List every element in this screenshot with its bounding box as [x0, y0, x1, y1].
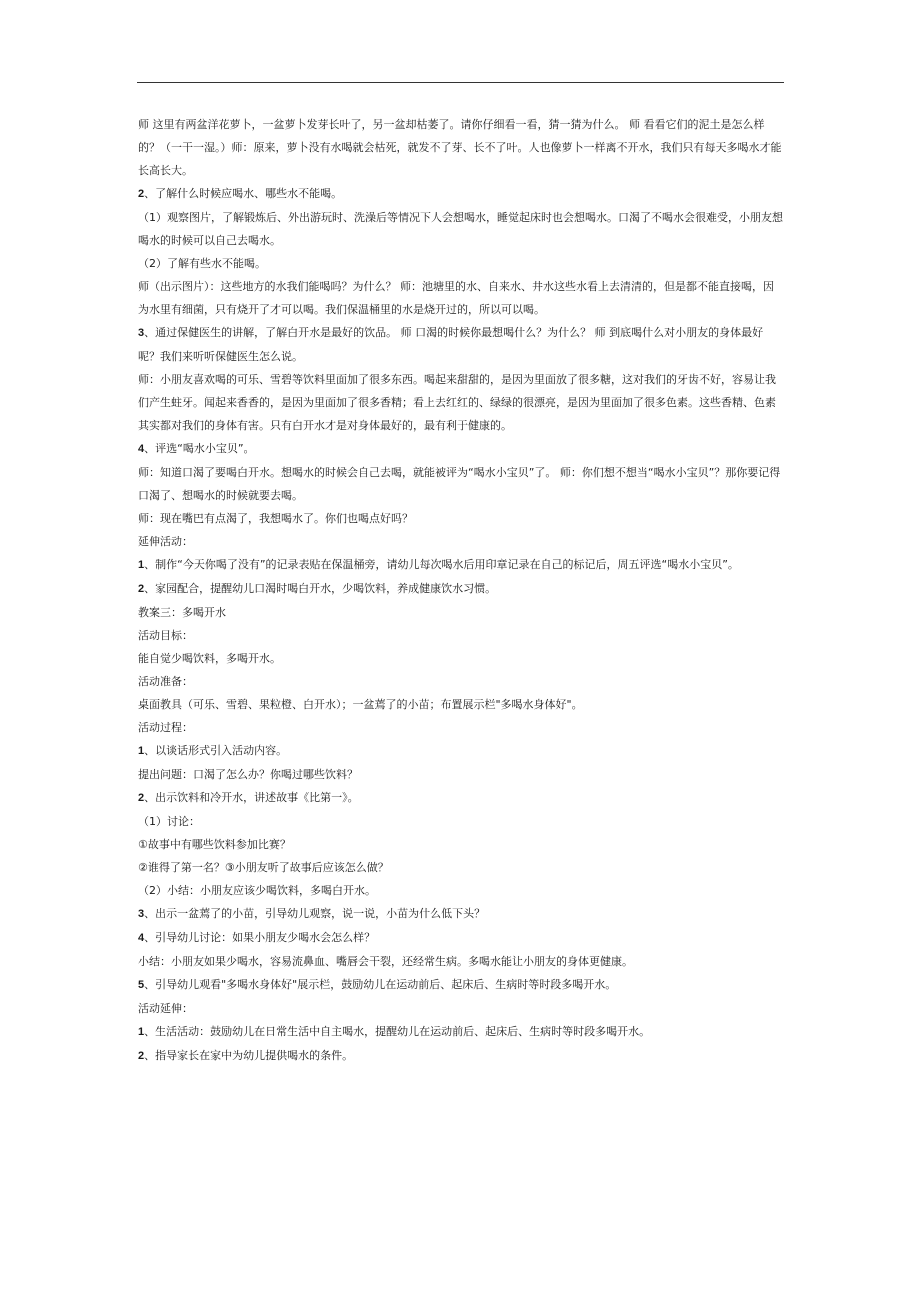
- paragraph-text: 、以谈话形式引入活动内容。: [144, 744, 288, 757]
- paragraph-text: 、引导幼儿讨论：如果小朋友少喝水会怎么样？: [144, 931, 376, 944]
- paragraph-text: 师（出示图片）：这些地方的水我们能喝吗？为什么？ 师：池塘里的水、自来水、井水这些水看上去清清的，但是都不能直接喝，因为水里有细菌，只有烧开了才可以喝。我们保温桶里的水是烧开过的，所以可以喝。: [138, 280, 774, 316]
- paragraph: [138, 577, 784, 601]
- paragraph: [138, 321, 784, 368]
- paragraph-text: 能自觉少喝饮料，多喝开水。: [138, 652, 281, 665]
- paragraph: [138, 553, 784, 577]
- paragraph-text: 、出示一盆蔫了的小苗，引导幼儿观察，说一说，小苗为什么低下头？: [144, 907, 486, 920]
- paragraph-text: 、出示饮料和冷开水，讲述故事《比第一》。: [144, 791, 359, 804]
- paragraph-text: 师：知道口渴了要喝白开水。想喝水的时候会自己去喝，就能被评为“喝水小宝贝”了。 师：你们想不想当“喝水小宝贝”？那你要记得口渴了、想喝水的时候就要去喝。: [138, 466, 781, 502]
- paragraph-text: 师 这里有两盆洋花萝卜，一盆萝卜发芽长叶了，另一盆却枯萎了。请你仔细看一看，猜一猜为什么。 师 看看它们的泥土是怎么样的？（一干一湿。）师：原来，萝卜没有水喝就会枯死，就发不了芽、长不了叶。人也像萝卜一样离不开水，我们只有每天多喝水才能长高长大。: [138, 118, 782, 177]
- paragraph-text: 延伸活动：: [138, 535, 193, 548]
- item-number: 2: [138, 188, 145, 200]
- paragraph-text: 小结：小朋友如果少喝水，容易流鼻血、嘴唇会干裂，还经常生病。多喝水能让小朋友的身体更健康。: [138, 955, 633, 968]
- paragraph-text: 活动延伸：: [138, 1002, 193, 1015]
- paragraph-text: 、生活活动：鼓励幼儿在日常生活中自主喝水，提醒幼儿在运动前后、起床后、生病时等时段多喝开水。: [144, 1025, 651, 1038]
- paragraph: [138, 601, 784, 624]
- paragraph: [138, 1044, 784, 1068]
- paragraph-text: （2）了解有些水不能喝。: [138, 257, 266, 270]
- item-number: 3: [138, 327, 145, 339]
- paragraph-text: 活动过程：: [138, 721, 193, 734]
- document-body: [138, 113, 784, 1068]
- paragraph: [138, 716, 784, 739]
- paragraph-text: （2）小结：小朋友应该少喝饮料，多喝白开水。: [138, 884, 376, 897]
- item-number: 1: [138, 559, 145, 571]
- paragraph-text: 师：现在嘴巴有点渴了，我想喝水了。你们也喝点好吗？: [138, 512, 413, 525]
- paragraph-text: ①故事中有哪些饮料参加比赛？: [138, 838, 291, 851]
- paragraph: [138, 437, 784, 461]
- paragraph: [138, 507, 784, 530]
- paragraph-text: 、指导家长在家中为幼儿提供喝水的条件。: [144, 1049, 354, 1062]
- paragraph-text: （1）讨论：: [138, 815, 200, 828]
- paragraph: [138, 182, 784, 206]
- paragraph: [138, 926, 784, 950]
- paragraph: [138, 856, 784, 879]
- item-number: 4: [138, 932, 145, 944]
- paragraph: [138, 1020, 784, 1044]
- paragraph-text: 活动准备：: [138, 675, 193, 688]
- item-number: 1: [138, 745, 145, 757]
- paragraph: [138, 693, 784, 716]
- paragraph: [138, 275, 784, 321]
- paragraph-text: 、评选“喝水小宝贝”。: [144, 442, 255, 455]
- paragraph: [138, 113, 784, 182]
- paragraph: [138, 206, 784, 252]
- paragraph: [138, 763, 784, 786]
- paragraph-text: 、制作“今天你喝了没有”的记录表贴在保温桶旁，请幼儿每次喝水后用印章记录在自己的标记后，周五评选“喝水小宝贝”。: [144, 558, 739, 571]
- paragraph-text: 提出问题：口渴了怎么办？你喝过哪些饮料？: [138, 768, 358, 781]
- item-number: 4: [138, 443, 145, 455]
- paragraph: [138, 739, 784, 763]
- paragraph-text: 、家园配合，提醒幼儿口渴时喝白开水，少喝饮料，养成健康饮水习惯。: [144, 582, 497, 595]
- item-number: 3: [138, 908, 145, 920]
- paragraph-text: 、了解什么时候应喝水、哪些水不能喝。: [144, 187, 343, 200]
- paragraph-text: ②谁得了第一名？③小朋友听了故事后应该怎么做？: [138, 861, 389, 874]
- paragraph-text: 、通过保健医生的讲解，了解白开水是最好的饮品。 师 口渴的时候你最想喝什么？为什么？ 师 到底喝什么对小朋友的身体最好呢？我们来听听保健医生怎么说。: [138, 326, 764, 363]
- paragraph: [138, 997, 784, 1020]
- paragraph-text: 桌面教具（可乐、雪碧、果粒橙、白开水）；一盆蔫了的小苗；布置展示栏"多喝水身体好"。: [138, 698, 583, 711]
- paragraph: [138, 670, 784, 693]
- paragraph: [138, 368, 784, 437]
- paragraph: [138, 879, 784, 902]
- paragraph-text: 师：小朋友喜欢喝的可乐、雪碧等饮料里面加了很多东西。喝起来甜甜的，是因为里面放了很多糖，这对我们的牙齿不好，容易让我们产生蛀牙。闻起来香香的，是因为里面加了很多香精；看上去红红的、绿绿的很漂亮，是因为里面加了很多色素。这些香精、色素其实都对我们的身体有害。只有白开水才是对身体最好的，最有利于健康的。: [138, 373, 776, 432]
- paragraph-text: 活动目标：: [138, 629, 193, 642]
- item-number: 2: [138, 1050, 145, 1062]
- paragraph: [138, 530, 784, 553]
- header-rule: [137, 82, 784, 83]
- paragraph: [138, 786, 784, 810]
- paragraph: [138, 902, 784, 926]
- paragraph: [138, 973, 784, 997]
- paragraph: [138, 461, 784, 507]
- paragraph-text: 教案三：多喝开水: [138, 606, 226, 619]
- item-number: 2: [138, 792, 145, 804]
- paragraph-text: 、引导幼儿观看"多喝水身体好"展示栏，鼓励幼儿在运动前后、起床后、生病时等时段多喝开水。: [144, 978, 617, 991]
- paragraph: [138, 833, 784, 856]
- paragraph: [138, 647, 784, 670]
- paragraph: [138, 624, 784, 647]
- item-number: 5: [138, 979, 145, 991]
- item-number: 2: [138, 583, 145, 595]
- paragraph: [138, 950, 784, 973]
- paragraph: [138, 252, 784, 275]
- paragraph-text: （1）观察图片，了解锻炼后、外出游玩时、洗澡后等情况下人会想喝水，睡觉起床时也会想喝水。口渴了不喝水会很难受，小朋友想喝水的时候可以自己去喝水。: [138, 211, 783, 247]
- paragraph: [138, 810, 784, 833]
- item-number: 1: [138, 1026, 145, 1038]
